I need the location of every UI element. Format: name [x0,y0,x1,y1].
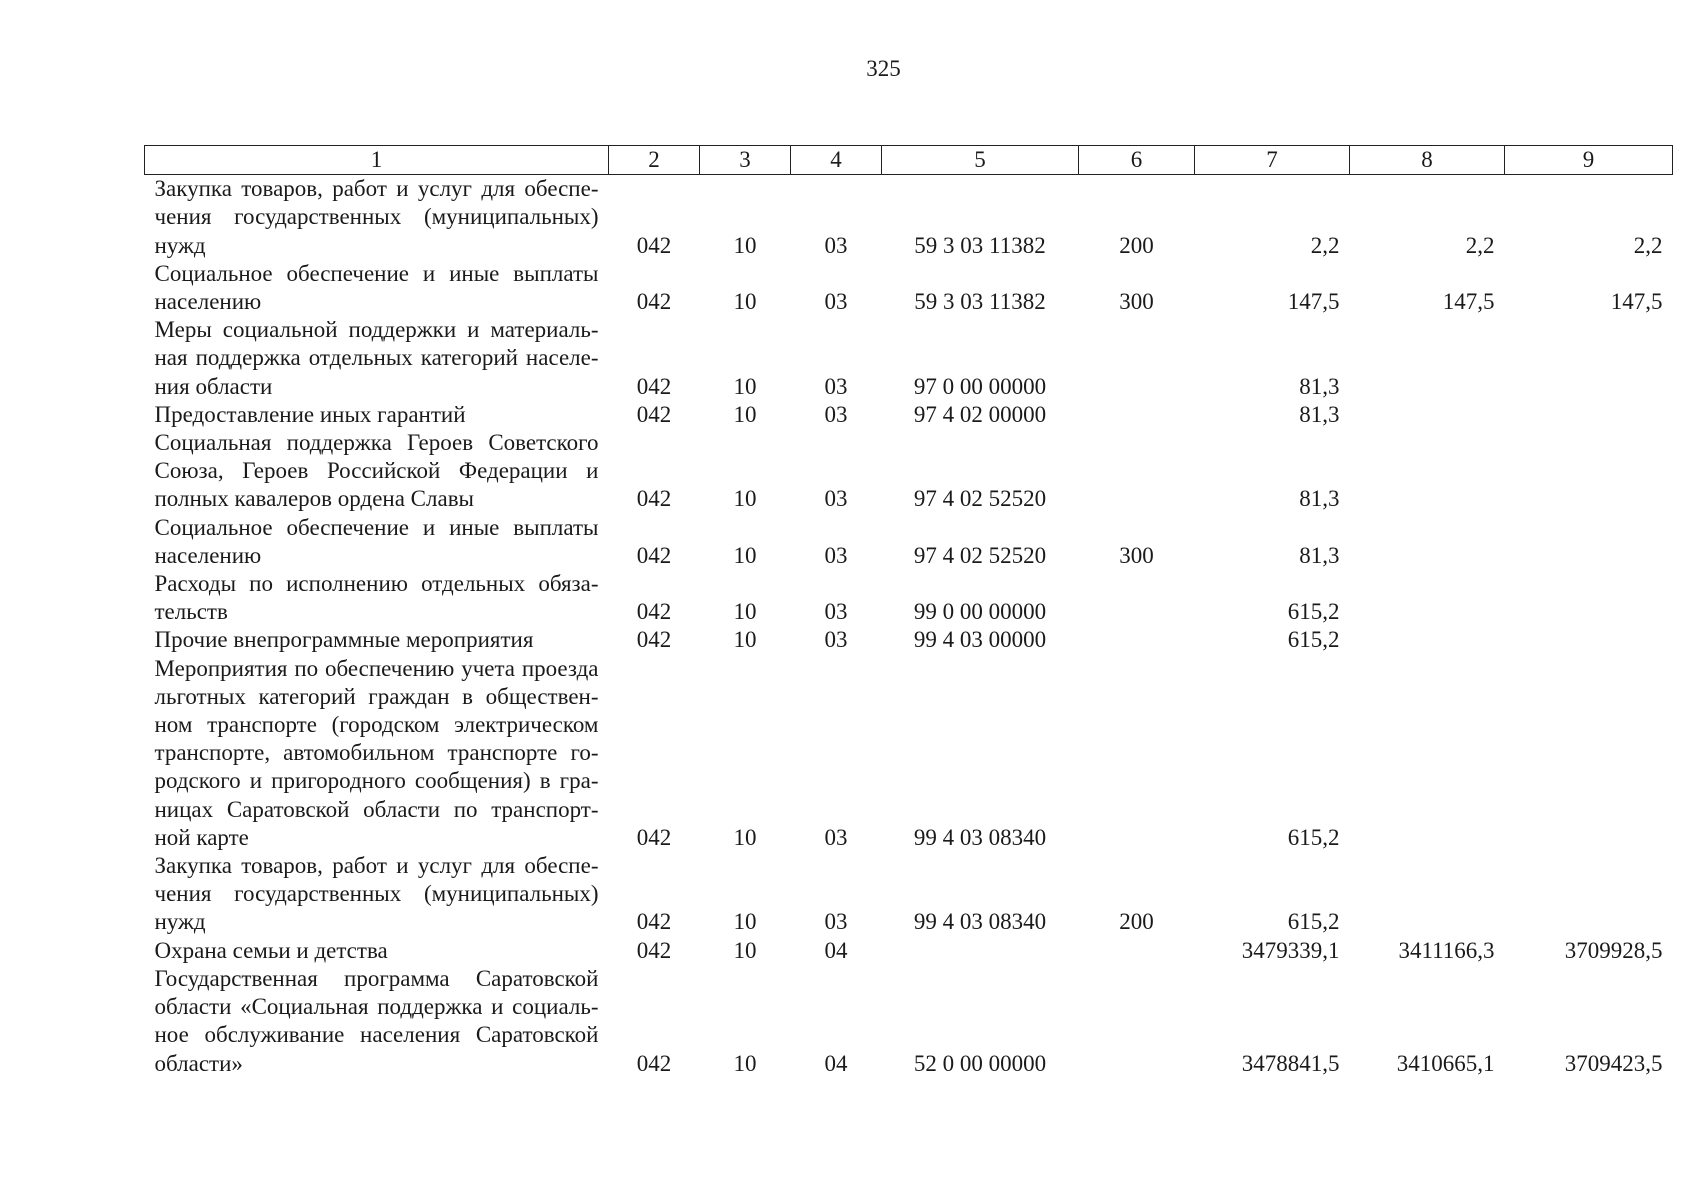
cell-amount-year3 [1505,316,1673,401]
cell-expense-type: 200 [1119,232,1154,258]
row-description: Социальное обеспечение и иные выплаты населению [154,514,599,568]
cell-amount-year1: 81,3 [1299,373,1340,399]
cell-amount-year3 [1505,852,1673,937]
cell-subsection: 03 [824,486,848,512]
table-row [145,401,1673,429]
cell-amount-year2 [1350,852,1505,937]
cell-amount-year3: 3709928,5 [1564,937,1663,963]
cell-department-code: 042 [636,401,672,427]
cell-amount-year1: 3478841,5 [1241,1050,1340,1076]
cell-target-article: 59 3 03 11382 [914,232,1046,258]
cell-expense-type [1079,401,1195,429]
cell-subsection: 03 [824,232,848,258]
cell-department-code: 042 [636,1050,672,1076]
cell-amount-year3 [1505,655,1673,852]
cell-amount-year3: 3709423,5 [1564,1050,1663,1076]
row-description: Социальная поддержка Героев Советского Союза, Героев Российской Федерации и полных кавалеров ордена Славы [154,430,599,512]
cell-amount-year3 [1505,626,1673,654]
cell-department-code: 042 [636,486,672,512]
cell-target-article: 59 3 03 11382 [914,289,1046,315]
cell-section: 10 [733,599,757,625]
table-row [145,570,1673,626]
cell-target-article: 99 4 03 00000 [913,627,1047,653]
cell-department-code: 042 [636,909,672,935]
row-description: Охрана семьи и детства [154,937,388,963]
cell-subsection: 03 [824,401,848,427]
cell-subsection: 03 [824,373,848,399]
cell-subsection: 04 [824,937,848,963]
cell-expense-type: 300 [1119,289,1154,315]
cell-amount-year2: 3410665,1 [1396,1050,1495,1076]
row-description: Расходы по исполнению отдельных обяза-тельств [154,571,599,625]
cell-amount-year1: 615,2 [1287,909,1340,935]
cell-amount-year3 [1505,429,1673,514]
cell-subsection: 03 [824,542,848,568]
budget-table [144,145,1673,1078]
header-row [145,146,1673,175]
cell-section: 10 [733,627,757,653]
cell-subsection: 03 [824,627,848,653]
cell-target-article: 99 0 00 00000 [913,599,1047,625]
cell-expense-type [1079,965,1195,1078]
cell-subsection: 03 [824,599,848,625]
cell-amount-year1: 81,3 [1299,486,1340,512]
cell-amount-year2 [1350,655,1505,852]
cell-section: 10 [733,937,757,963]
cell-section: 10 [733,486,757,512]
cell-section: 10 [733,909,757,935]
cell-target-article: 99 4 03 08340 [913,909,1047,935]
cell-amount-year1: 615,2 [1287,599,1340,625]
cell-amount-year1: 81,3 [1299,401,1340,427]
cell-amount-year2 [1350,429,1505,514]
column-header: 8 [1350,146,1505,175]
cell-amount-year2 [1350,316,1505,401]
cell-amount-year3: 147,5 [1610,289,1663,315]
cell-subsection: 03 [824,909,848,935]
column-header: 7 [1195,146,1350,175]
cell-department-code: 042 [636,824,672,850]
cell-amount-year3 [1505,401,1673,429]
table-row [145,965,1673,1078]
cell-target-article: 97 4 02 00000 [913,401,1047,427]
cell-department-code: 042 [636,542,672,568]
column-header: 6 [1079,146,1195,175]
cell-section: 10 [733,401,757,427]
cell-department-code: 042 [636,232,672,258]
table-row [145,514,1673,570]
cell-expense-type: 200 [1119,909,1154,935]
cell-department-code: 042 [636,289,672,315]
cell-amount-year1: 3479339,1 [1241,937,1340,963]
cell-amount-year2 [1350,514,1505,570]
cell-target-article: 97 0 00 00000 [913,373,1047,399]
column-header: 1 [145,146,609,175]
cell-target-article: 99 4 03 08340 [913,824,1047,850]
column-header: 9 [1505,146,1673,175]
cell-department-code: 042 [636,373,672,399]
cell-amount-year2 [1350,401,1505,429]
table-row [145,429,1673,514]
cell-expense-type [1079,655,1195,852]
cell-amount-year2: 2,2 [1465,232,1495,258]
cell-section: 10 [733,289,757,315]
cell-expense-type [1079,429,1195,514]
row-description: Социальное обеспечение и иные выплаты населению [154,260,599,315]
row-description: Предоставление иных гарантий [154,401,466,427]
cell-section: 10 [733,232,757,258]
table-row [145,626,1673,654]
cell-department-code: 042 [636,599,672,625]
cell-subsection: 03 [824,289,848,315]
cell-amount-year2 [1350,626,1505,654]
table-row [145,937,1673,965]
row-description: Закупка товаров, работ и услуг для обеспе-чения государственных (муниципальных) нужд [154,853,599,935]
cell-expense-type: 300 [1119,542,1154,568]
cell-amount-year3 [1505,514,1673,570]
cell-expense-type [1079,626,1195,654]
cell-amount-year1: 147,5 [1287,289,1340,315]
cell-amount-year3: 2,2 [1633,232,1663,258]
cell-amount-year1: 2,2 [1310,232,1340,258]
table-row [145,655,1673,852]
table-row [145,316,1673,401]
page-number: 325 [866,56,901,81]
cell-department-code: 042 [636,627,672,653]
row-description: Мероприятия по обеспечению учета проезда льготных категорий граждан в обществен-ном транспорте (городском электрическом транспорте, автомобильном транспорте го-родского и пригородного сообщения) в гра-ницах Саратовской области по транспорт-ной карте [154,655,599,850]
row-description: Меры социальной поддержки и материаль-ная поддержка отдельных категорий населе-ния области [154,317,599,399]
row-description: Прочие внепрограммные мероприятия [154,627,534,653]
cell-section: 10 [733,542,757,568]
cell-target-article: 97 4 02 52520 [913,542,1047,568]
cell-expense-type [1079,316,1195,401]
table-row [145,175,1673,260]
row-description: Закупка товаров, работ и услуг для обеспе-чения государственных (муниципальных) нужд [154,176,599,258]
column-header: 4 [791,146,882,175]
cell-amount-year1: 81,3 [1299,542,1340,568]
column-header: 2 [609,146,700,175]
cell-section: 10 [733,373,757,399]
cell-section: 10 [733,1050,757,1076]
row-description: Государственная программа Саратовской области «Социальная поддержка и социаль-ное обслуживание населения Саратовской области» [154,965,599,1076]
cell-target-article [882,937,1079,965]
cell-subsection: 03 [824,824,848,850]
cell-amount-year2: 3411166,3 [1398,937,1495,963]
cell-amount-year2: 147,5 [1442,289,1495,315]
cell-target-article: 97 4 02 52520 [913,486,1047,512]
cell-amount-year3 [1505,570,1673,626]
cell-department-code: 042 [636,937,672,963]
cell-target-article: 52 0 00 00000 [913,1050,1047,1076]
cell-expense-type [1079,570,1195,626]
cell-subsection: 04 [824,1050,848,1076]
column-header: 5 [882,146,1079,175]
cell-expense-type [1079,937,1195,965]
cell-amount-year2 [1350,570,1505,626]
cell-amount-year1: 615,2 [1287,627,1340,653]
table-row [145,260,1673,316]
cell-amount-year1: 615,2 [1287,824,1340,850]
table-row [145,852,1673,937]
column-header: 3 [700,146,791,175]
cell-section: 10 [733,824,757,850]
